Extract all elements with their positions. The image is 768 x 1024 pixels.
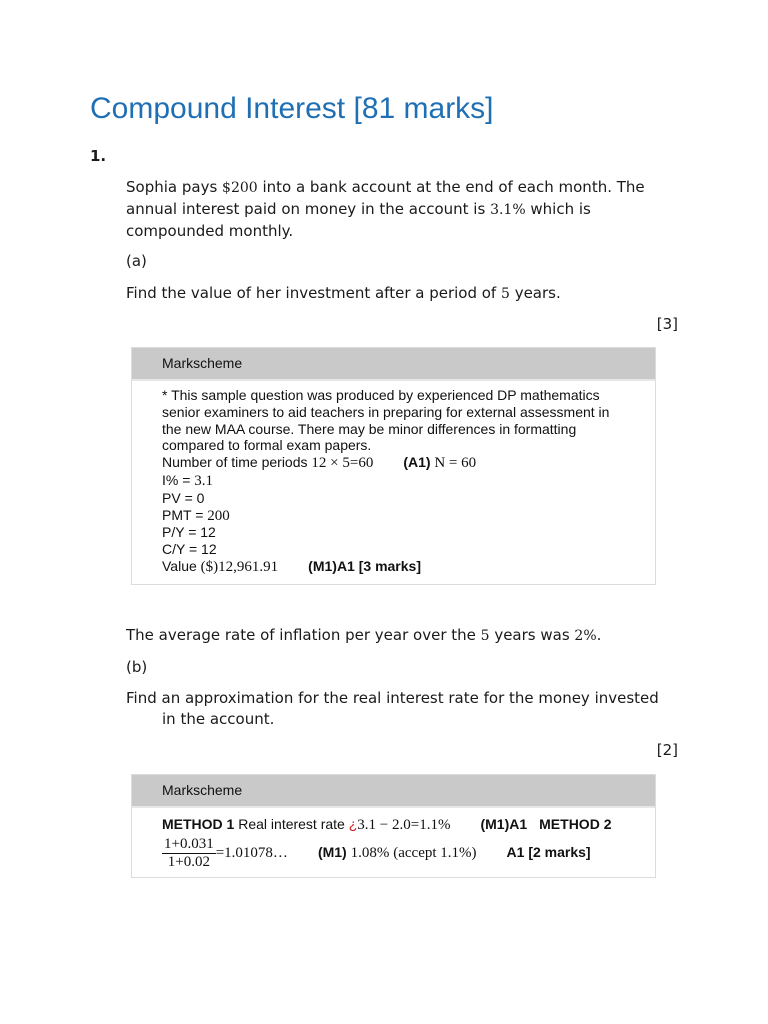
- accept-value: 1.1%: [440, 845, 472, 861]
- growth-fraction: $\frac{1+0.031}{1+0.02}$: [164, 835, 214, 870]
- part-a-text-1: Find the value of her investment after a period of: [126, 284, 501, 302]
- value-math: ($)12,961.91: [200, 558, 279, 575]
- final-marks: A1 [2 marks]: [506, 844, 591, 860]
- glyph-marker: ¿: [348, 816, 358, 832]
- pv-line: PV = 0: [162, 489, 205, 506]
- part-a-text-2: years.: [509, 284, 561, 302]
- inflation-statement: The average rate of inflation per year over the 5 years was 2%.: [126, 626, 602, 644]
- markscheme-a: [131, 347, 656, 585]
- method-2-line: $\frac{1+0.031}{1+0.02}$ =1.01078… (M1) 1.08% (accept 1.1%) A1 [2 marks]: [164, 835, 591, 870]
- interest-line: I% = 3.1: [162, 471, 214, 489]
- part-b-label: (b): [126, 658, 148, 676]
- markscheme-b-header[interactable]: Markscheme: [132, 775, 655, 808]
- interest-rate: 3.1%: [490, 202, 526, 218]
- markscheme-b-body: [132, 808, 655, 877]
- part-a-label: (a): [126, 252, 147, 270]
- intro-text-3: annual interest paid on money in the account is: [126, 200, 491, 218]
- periods-n: N = 60: [430, 455, 477, 472]
- part-b-marks: [2]: [656, 741, 678, 759]
- note-line: * This sample question was produced by experienced DP mathematics: [162, 387, 600, 403]
- periods-math: 12 × 5=60: [311, 455, 374, 472]
- markscheme-a-header[interactable]: Markscheme: [132, 348, 655, 381]
- py-line: P/Y = 12: [162, 524, 216, 541]
- markscheme-a-body: [132, 381, 655, 582]
- page-title: Compound Interest [81 marks]: [90, 92, 494, 125]
- method-1-marks: (M1)A1: [480, 816, 528, 832]
- intro-text-5: compounded monthly.: [126, 222, 294, 240]
- fraction-result: =1.01078…: [215, 845, 288, 861]
- part-a-marks: [3]: [656, 315, 678, 333]
- note-line: compared to formal exam papers.: [162, 437, 372, 454]
- period-years: 5: [501, 286, 510, 302]
- value-marks: (M1)A1 [3 marks]: [308, 557, 421, 574]
- pmt-line: PMT = 200: [162, 506, 230, 524]
- method-2-label: METHOD 2: [539, 816, 612, 832]
- note-line: the new MAA course. There may be minor differences in formatting: [162, 420, 577, 437]
- part-a-question: [126, 283, 561, 305]
- part-b-question: Find an approximation for the real interest rate for the money invested in the account.: [126, 689, 659, 728]
- inflation-years: 5: [480, 628, 490, 644]
- periods-mark: (A1): [403, 454, 431, 471]
- note-line: senior examiners to aid teachers in preparing for external assessment in: [162, 403, 610, 420]
- markscheme-b: [131, 774, 656, 878]
- method-1-label: METHOD 1: [162, 816, 235, 832]
- method-1-math: 3.1 − 2.0=1.1%: [357, 817, 451, 833]
- method-1-line: METHOD 1 Real interest rate ¿3.1 − 2.0=1.1% (M1)A1 METHOD 2: [162, 816, 612, 833]
- value-line: Value ($)12,961.91 (M1)A1 [3 marks]: [162, 557, 421, 575]
- payment-amount: $200: [222, 180, 258, 196]
- intro-text-2: into a bank account at the end of each month. The: [257, 178, 645, 196]
- cy-line: C/Y = 12: [162, 541, 217, 558]
- method-2-mark: (M1): [317, 844, 347, 860]
- periods-line: Number of time periods 12 × 5=60 (A1) N = 60: [162, 454, 477, 472]
- intro-text-4: which is: [525, 200, 591, 218]
- question-intro: [126, 177, 645, 242]
- inflation-rate: 2%: [574, 628, 597, 644]
- answer-value: 1.08%: [350, 845, 390, 861]
- intro-text-1: Sophia pays: [126, 178, 223, 196]
- question-number: 1.: [90, 147, 107, 165]
